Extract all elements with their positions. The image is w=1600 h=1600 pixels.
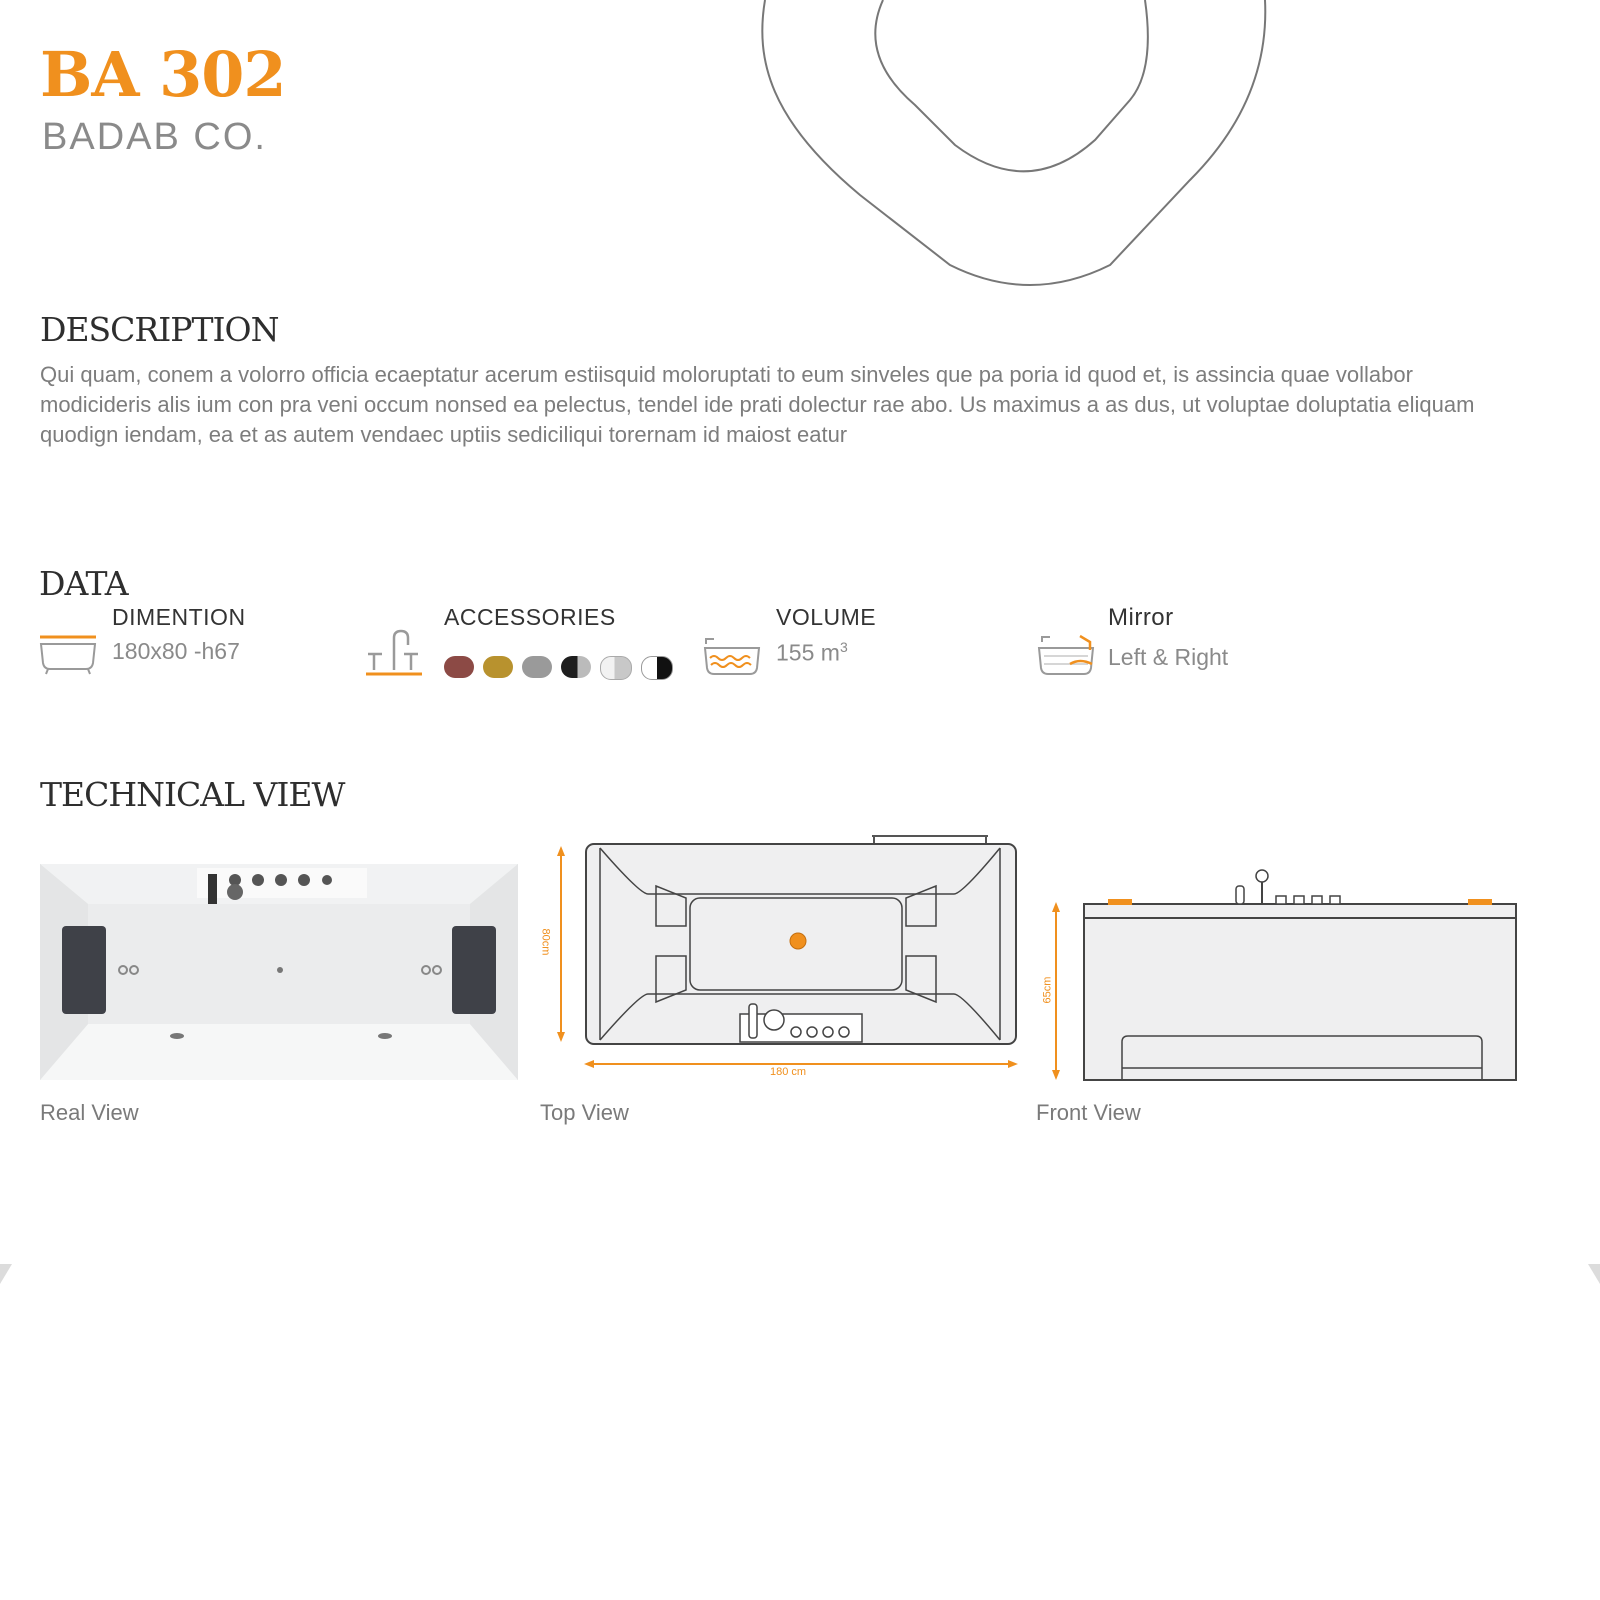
bathtub-mirror-icon	[1036, 634, 1096, 680]
accessories-label: ACCESSORIES	[444, 604, 616, 630]
swatch-black-chrome	[561, 656, 591, 678]
brand-name: BADAB CO.	[42, 116, 267, 158]
page-corner-mark-right	[1586, 1264, 1600, 1286]
description-text: Qui quam, conem a volorro officia ecaeptatur acerum estiisquid moloruptati to eum sinveles que pa poria id quod et, is assincia quae vollabor modicideris alis ium con pra veni occum nonsed ea pelectus, tendel ide prati dolectur rae abo. Us maximus a as dus, ut voluptae doluptatia eliquam quodign iendam, ea et as autem vendaec uptiis sediciliqui torernam id maiost eatur	[40, 362, 1475, 447]
tub-outline-illustration	[740, 0, 1300, 300]
swatch-light-silver	[600, 656, 632, 680]
data-heading: DATA	[39, 564, 128, 603]
technical-view-heading: TECHNICAL VIEW	[40, 775, 345, 814]
top-view-caption: Top View	[540, 1100, 629, 1125]
color-swatches	[444, 656, 682, 680]
real-view-caption: Real View	[40, 1100, 139, 1125]
volume-unit-superscript: 3	[839, 639, 848, 655]
swatch-silver	[522, 656, 552, 678]
swatch-gold	[483, 656, 513, 678]
depth-label: 80cm	[539, 928, 551, 956]
real-view-image	[40, 864, 518, 1080]
dimension-value: 180x80 -h67	[112, 638, 240, 664]
front-view-caption: Front View	[1036, 1100, 1141, 1125]
product-title: BA 302	[40, 38, 286, 111]
height-label-wrapper	[1032, 960, 1062, 1020]
depth-label-wrapper	[530, 912, 560, 972]
height-label: 65cm	[1041, 976, 1053, 1004]
mirror-value: Left & Right	[1108, 644, 1229, 670]
volume-value	[776, 640, 848, 665]
bathtub-outline-icon	[38, 633, 98, 675]
front-view-drawing	[1036, 864, 1526, 1084]
dimension-label: DIMENTION	[112, 604, 246, 630]
description-heading: DESCRIPTION	[40, 310, 279, 349]
volume-number: 155 m	[776, 639, 840, 666]
page-corner-mark-left	[0, 1264, 14, 1286]
top-view-drawing	[530, 834, 1020, 1084]
faucet-icon	[364, 628, 424, 680]
bathtub-water-icon	[702, 636, 762, 680]
swatch-copper	[444, 656, 474, 678]
mirror-label: Mirror	[1108, 604, 1174, 631]
swatch-white-black	[641, 656, 673, 680]
volume-label: VOLUME	[776, 604, 877, 630]
width-label: 180 cm	[770, 1066, 807, 1078]
